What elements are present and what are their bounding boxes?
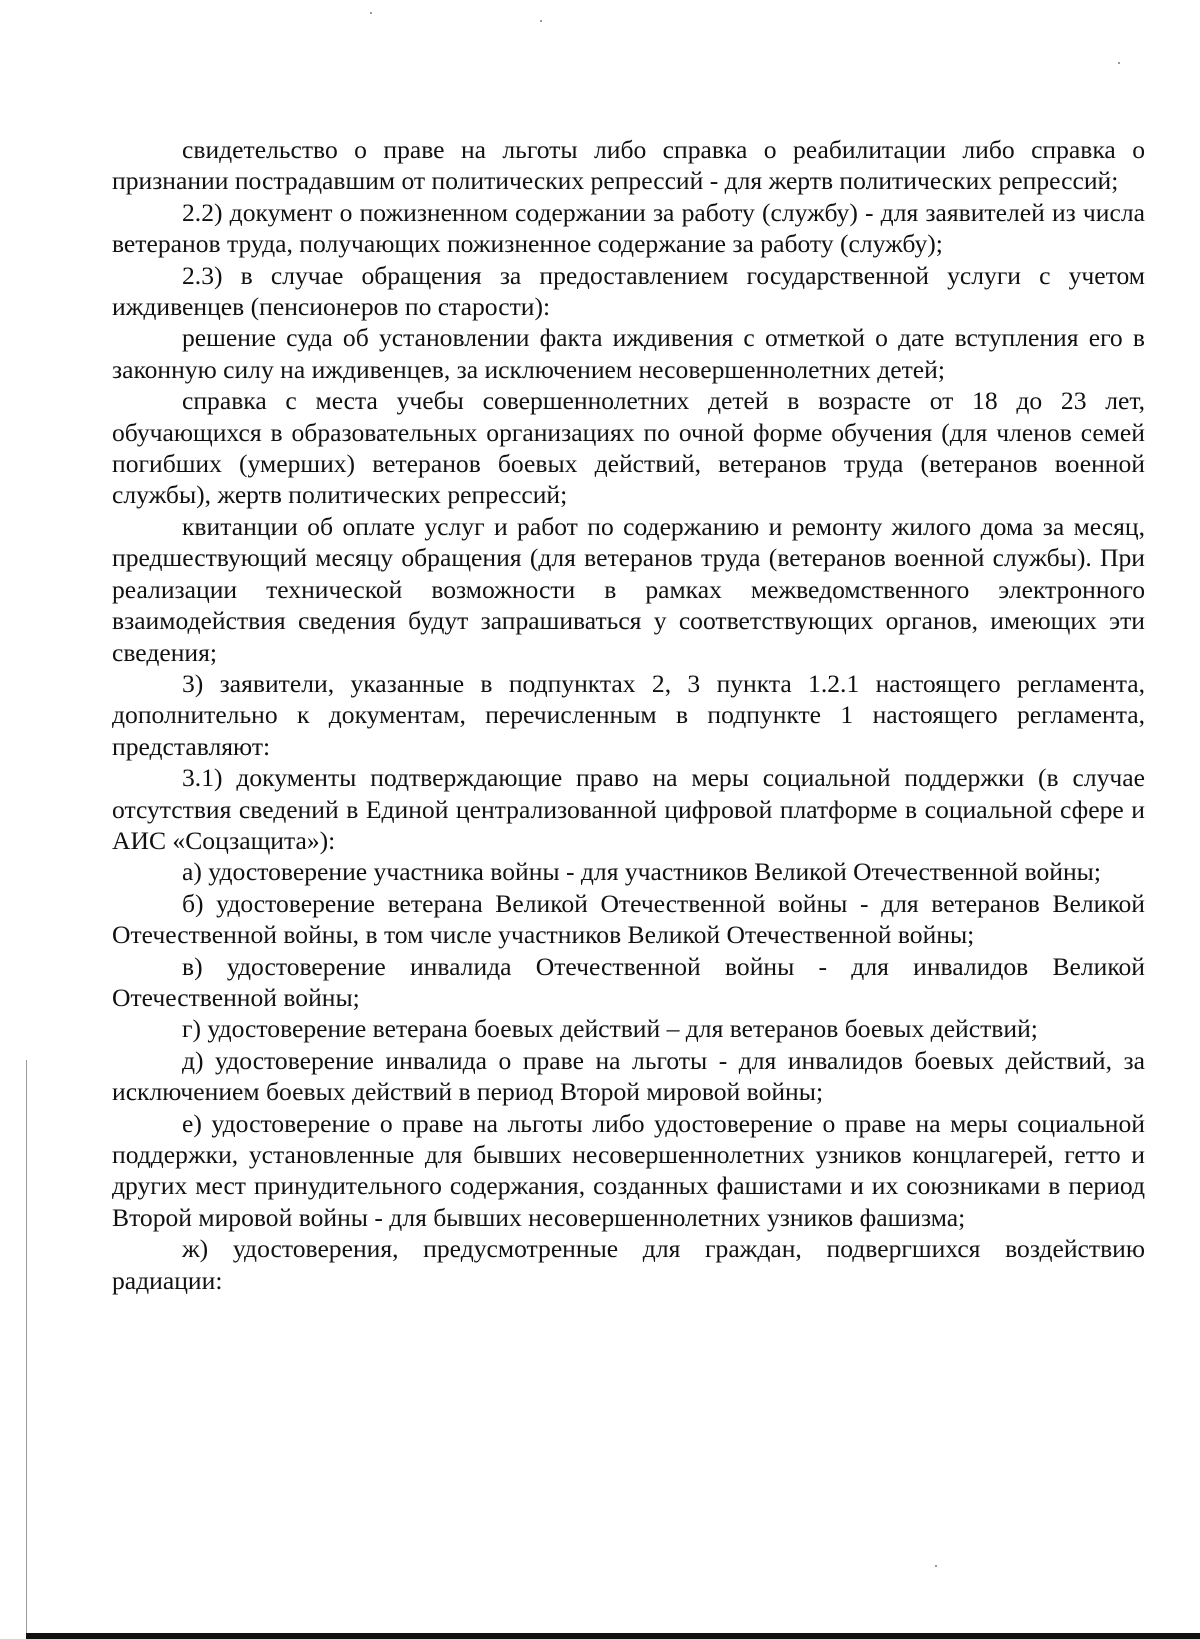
- scan-speck: [370, 12, 372, 14]
- paragraph: б) удостоверение ветерана Великой Отечественной войны - для ветеранов Великой Отечественной войны, в том числе участников Великой Отечественной войны;: [112, 888, 1145, 950]
- scan-speck: [540, 20, 542, 22]
- paragraph: е) удостоверение о праве на льготы либо удостоверение о праве на меры социальной поддержки, установленные для бывших несовершеннолетних узников концлагерей, гетто и других мест принудительного содержания, созданных фашистами и их союзниками в период Второй мировой войны - для бывших несовершеннолетних узников фашизма;: [112, 1108, 1145, 1232]
- document-body: [112, 134, 1145, 1296]
- paragraph: д) удостоверение инвалида о праве на льготы - для инвалидов боевых действий, за исключением боевых действий в период Второй мировой войны;: [112, 1045, 1145, 1107]
- paragraph: 2.2) документ о пожизненном содержании за работу (службу) - для заявителей из числа ветеранов труда, получающих пожизненное содержание за работу (службу);: [112, 197, 1145, 259]
- scan-edge-bottom: [26, 1633, 1200, 1639]
- paragraph: решение суда об установлении факта иждивения с отметкой о дате вступления его в законную силу на иждивенцев, за исключением несовершеннолетних детей;: [112, 323, 1145, 384]
- paragraph: 2.3) в случае обращения за предоставлением государственной услуги с учетом иждивенцев (пенсионеров по старости):: [112, 260, 1145, 322]
- scan-speck: [935, 1565, 937, 1567]
- paragraph: свидетельство о праве на льготы либо справка о реабилитации либо справка о признании пострадавшим от политических репрессий - для жертв политических репрессий;: [112, 135, 1145, 196]
- paragraph: справка с места учебы совершеннолетних детей в возрасте от 18 до 23 лет, обучающихся в образовательных организациях по очной форме обучения (для членов семей погибших (умерших) ветеранов боевых действий, ветеранов труда (ветеранов военной службы), жертв политических репрессий;: [112, 386, 1145, 510]
- paragraph: квитанции об оплате услуг и работ по содержанию и ремонту жилого дома за месяц, предшествующий месяцу обращения (для ветеранов труда (ветеранов военной службы). При реализации технической возможности в рамках межведомственного электронного взаимодействия сведения будут запрашиваться у соответствующих органов, имеющих эти сведения;: [112, 511, 1145, 667]
- paragraph: 3.1) документы подтверждающие право на меры социальной поддержки (в случае отсутствия сведений в Единой централизованной цифровой платформе в социальной сфере и АИС «Соцзащита»):: [112, 763, 1145, 855]
- paragraph: 3) заявители, указанные в подпунктах 2, 3 пункта 1.2.1 настоящего регламента, дополнительно к документам, перечисленным в подпункте 1 настоящего регламента, представляют:: [112, 668, 1145, 761]
- scan-speck: [1118, 62, 1120, 64]
- paragraph: ж) удостоверения, предусмотренные для граждан, подвергшихся воздействию радиации:: [112, 1234, 1145, 1295]
- paragraph: г) удостоверение ветерана боевых действий – для ветеранов боевых действий;: [182, 1014, 1038, 1044]
- paragraph: в) удостоверение инвалида Отечественной войны - для инвалидов Великой Отечественной войны;: [112, 951, 1145, 1012]
- paragraph: а) удостоверение участника войны - для участников Великой Отечественной войны;: [182, 857, 1101, 887]
- scan-edge-left: [26, 1060, 27, 1639]
